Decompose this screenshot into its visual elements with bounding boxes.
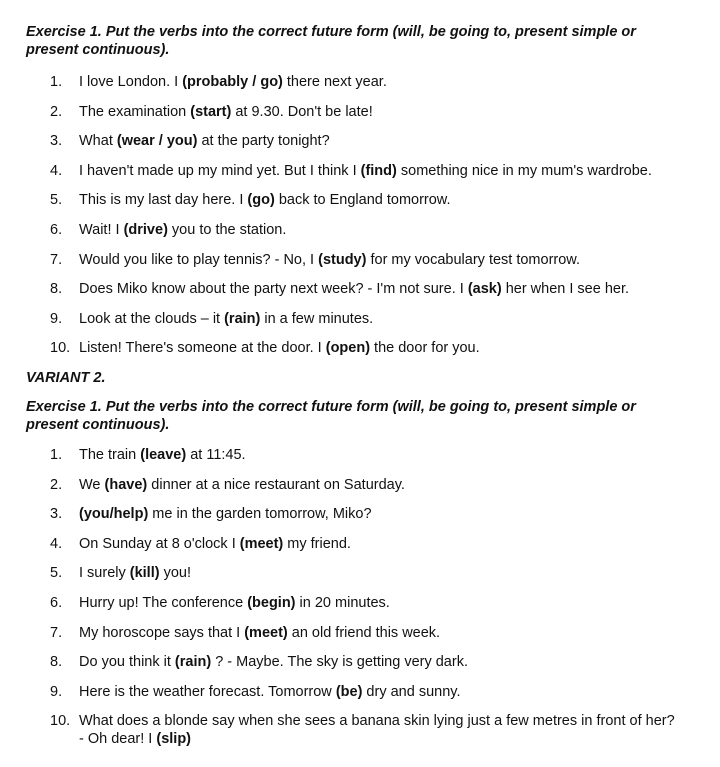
exercise-heading-1-line2: present continuous). [26,42,170,58]
sentence-text: an old friend this week. [287,624,441,641]
exercise-item [0,505,720,535]
sentence-text: Would you like to play tennis? - No, I [79,251,319,268]
verb-prompt: (open) [325,340,371,357]
verb-prompt: (go) [247,192,275,209]
item-number: 6. [50,221,63,238]
verb-prompt: (kill) [129,565,160,582]
verb-prompt: (rain) [224,310,261,327]
sentence-text: Look at the clouds – it [79,310,225,327]
exercise-item [0,280,720,310]
verb-prompt: (leave) [140,447,187,463]
item-sentence [79,251,715,269]
item-sentence [79,132,715,150]
verb-prompt: (rain) [174,654,212,671]
exercise-heading-1-line1: Exercise 1. Put the verbs into the correct future form (will, be going to, present simple or [26,24,636,40]
sentence-text: The train [79,447,141,463]
exercise-item [0,73,720,103]
sentence-text: On Sunday at 8 o'clock I [79,535,240,552]
verb-prompt: (have) [104,476,148,493]
sentence-text: dinner at a nice restaurant on Saturday. [147,476,405,493]
item-sentence [79,564,715,582]
item-sentence [79,339,715,357]
verb-prompt: (you/help) [79,506,149,523]
item-number: 2. [50,476,63,493]
exercise-list-1 [0,73,720,369]
item-number: 7. [50,624,63,641]
sentence-text: in 20 minutes. [295,594,390,611]
sentence-text: I surely [79,565,130,582]
sentence-text: Here is the weather forecast. Tomorrow [79,683,336,700]
exercise-item [0,564,720,594]
exercise-heading-2 [26,398,706,434]
verb-prompt: (meet) [244,624,288,641]
sentence-text: I haven't made up my mind yet. But I think I [79,162,361,179]
verb-prompt: (slip) [156,731,192,748]
item-sentence [79,505,715,523]
item-sentence [79,162,715,180]
sentence-text: What [79,133,117,150]
sentence-text: her when I see her. [501,281,630,298]
sentence-text: This is my last day here. I [79,192,248,209]
item-sentence [79,653,715,671]
item-sentence [79,476,715,494]
exercise-item [0,339,720,369]
sentence-text: something nice in my mum's wardrobe. [396,162,652,179]
sentence-text: the door for you. [370,340,480,357]
item-sentence [79,712,715,748]
item-number: 5. [50,192,63,209]
sentence-text: Do you think it [79,654,175,671]
exercise-item [0,712,720,752]
item-number: 6. [50,594,63,611]
verb-prompt: (probably / go) [182,74,283,90]
exercise-item [0,624,720,654]
sentence-text: for my vocabulary test tomorrow. [366,251,580,268]
exercise-item [0,683,720,713]
exercise-item [0,446,720,476]
sentence-text: you to the station. [167,221,287,238]
exercise-item [0,476,720,506]
sentence-text: there next year. [282,74,387,90]
sentence-text: We [79,476,105,493]
exercise-item [0,191,720,221]
item-number: 8. [50,281,63,298]
item-sentence [79,103,715,121]
item-number: 10. [50,713,71,730]
sentence-text: What does a blonde say when she sees a banana skin lying just a few metres in front of her? [79,713,675,730]
item-sentence [79,535,715,553]
exercise-heading-2-line2: present continuous). [26,417,170,433]
item-number: 4. [50,162,63,179]
item-sentence [79,594,715,612]
sentence-text: dry and sunny. [362,683,461,700]
exercise-item [0,251,720,281]
exercise-item [0,162,720,192]
sentence-text: ? - Maybe. The sky is getting very dark. [211,654,468,671]
item-number: 9. [50,310,63,327]
sentence-text: you! [159,565,192,582]
sentence-text: Wait! I [79,221,124,238]
sentence-text: my friend. [283,535,351,552]
item-number: 7. [50,251,63,268]
item-number: 10. [50,340,71,357]
sentence-text: me in the garden tomorrow, Miko? [148,506,372,523]
exercise-heading-2-line1: Exercise 1. Put the verbs into the correct future form (will, be going to, present simple or [26,399,636,415]
exercise-list-2 [0,446,720,752]
item-number: 1. [50,447,63,463]
verb-prompt: (ask) [467,281,502,298]
verb-prompt: (be) [335,683,363,700]
sentence-text: My horoscope says that I [79,624,245,641]
verb-prompt: (start) [190,103,232,120]
verb-prompt: (wear / you) [116,133,198,150]
verb-prompt: (drive) [123,221,168,238]
item-number: 1. [50,74,63,90]
item-number: 3. [50,133,63,150]
item-sentence [79,310,715,328]
item-number: 9. [50,683,63,700]
sentence-text: in a few minutes. [260,310,374,327]
sentence-text: - Oh dear! I [79,731,157,748]
variant-label: VARIANT 2. [26,370,106,386]
verb-prompt: (study) [318,251,367,268]
sentence-text: at 11:45. [186,447,246,463]
exercise-item [0,653,720,683]
sentence-text: Hurry up! The conference [79,594,248,611]
item-number: 3. [50,506,63,523]
item-sentence [79,280,715,298]
item-sentence [79,73,715,91]
sentence-text: at 9.30. Don't be late! [231,103,373,120]
sentence-text: Listen! There's someone at the door. I [79,340,326,357]
item-sentence [79,683,715,701]
verb-prompt: (begin) [247,594,296,611]
sentence-text: at the party tonight? [197,133,330,150]
item-sentence [79,446,715,464]
item-number: 2. [50,103,63,120]
item-sentence [79,191,715,209]
exercise-item [0,535,720,565]
item-number: 5. [50,565,63,582]
exercise-item [0,132,720,162]
exercise-item [0,103,720,133]
item-number: 4. [50,535,63,552]
exercise-heading-1 [26,23,706,59]
item-number: 8. [50,654,63,671]
exercise-item [0,310,720,340]
verb-prompt: (meet) [239,535,284,552]
sentence-text: Does Miko know about the party next week? - I'm not sure. I [79,281,468,298]
exercise-item [0,594,720,624]
exercise-item [0,221,720,251]
sentence-text: The examination [79,103,191,120]
sentence-text: back to England tomorrow. [274,192,451,209]
sentence-text: I love London. I [79,74,183,90]
verb-prompt: (find) [360,162,397,179]
item-sentence [79,221,715,239]
item-sentence [79,624,715,642]
